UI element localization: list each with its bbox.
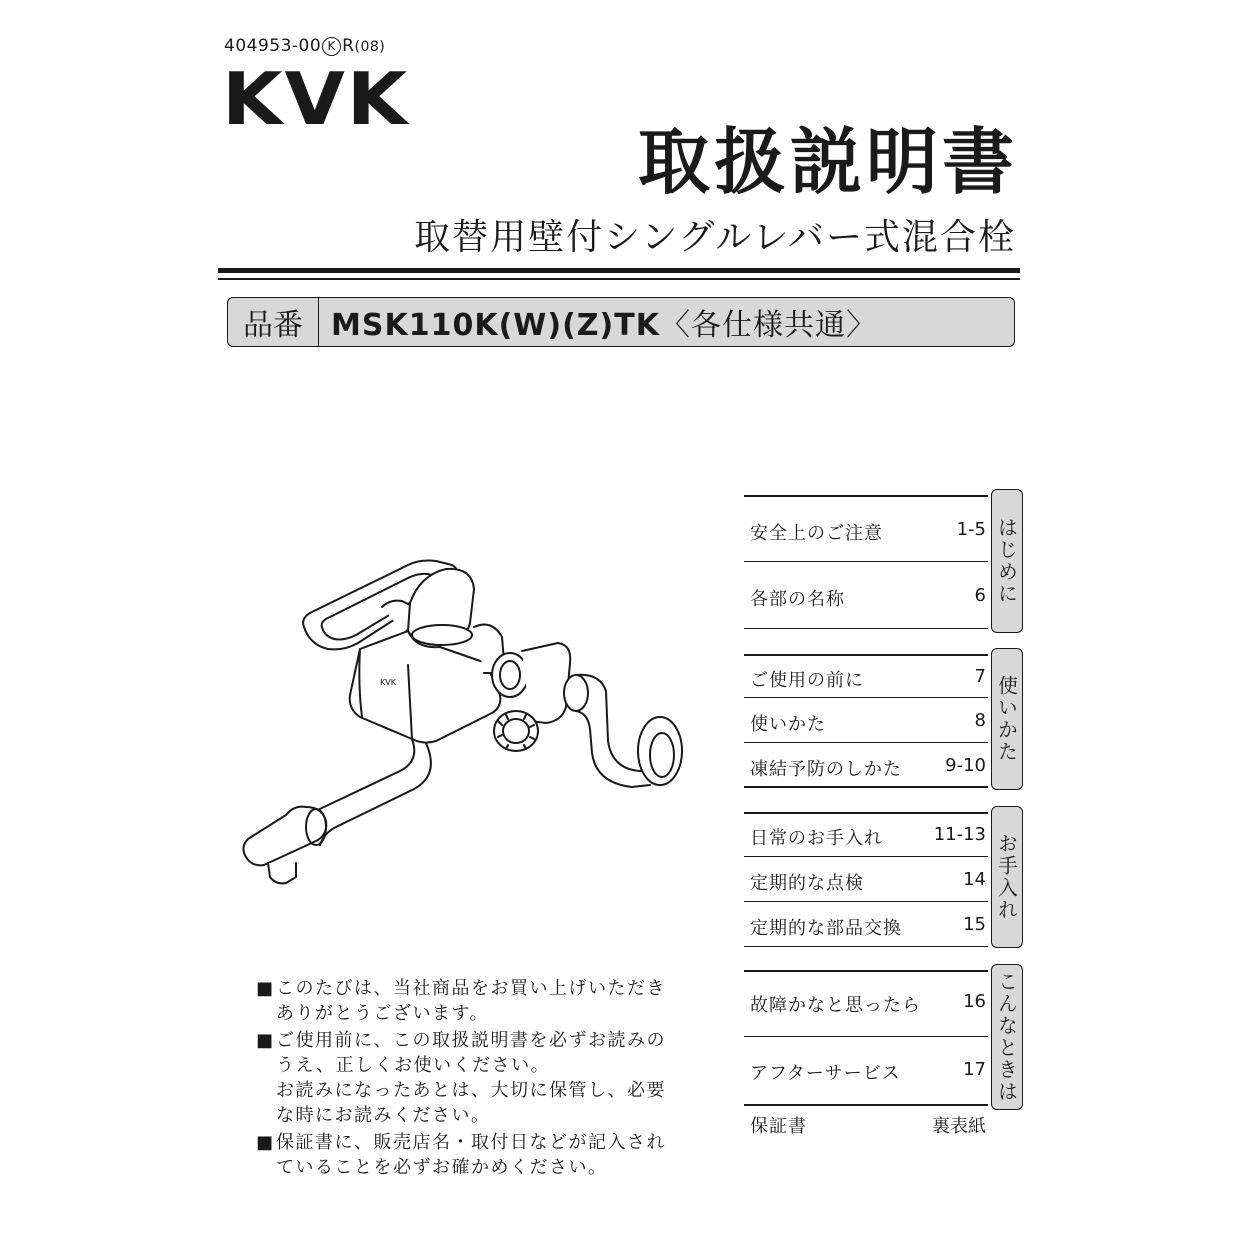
model-spec: 〈各仕様共通〉	[659, 308, 877, 343]
toc-item-page: 14	[963, 869, 986, 890]
faucet-logo: KVK	[380, 678, 396, 687]
tab-label: 使いかた	[994, 675, 1019, 763]
note-bullet: ■	[256, 978, 275, 999]
toc-item-label: 各部の名称	[750, 589, 845, 610]
tab-introduction[interactable]	[991, 489, 1023, 633]
toc-item-page: 裏表紙	[932, 1116, 986, 1137]
note-item	[256, 1028, 676, 1128]
model-number-box	[227, 297, 1015, 347]
note-line: ご使用前に、この取扱説明書を必ずお読みの	[276, 1030, 666, 1051]
header-rule-thin	[218, 278, 1020, 280]
toc-item[interactable]	[744, 495, 988, 562]
document-code	[224, 36, 385, 56]
toc-group-maintenance	[744, 812, 1024, 946]
toc-item-label: アフターサービス	[750, 1063, 901, 1084]
toc-item-label: 定期的な点検	[750, 873, 864, 894]
toc-item-page: 15	[963, 914, 986, 935]
toc-item-label: 定期的な部品交換	[750, 918, 902, 939]
toc-item-label: 使いかた	[750, 714, 826, 735]
model-number-label: 品番	[228, 298, 319, 346]
toc-item-label: ご使用の前に	[750, 670, 864, 691]
toc-item[interactable]	[744, 857, 988, 902]
toc-item-label: 日常のお手入れ	[750, 828, 883, 849]
note-line: 保証書に、販売店名・取付日などが記入され	[276, 1132, 666, 1153]
toc-item[interactable]	[744, 1037, 988, 1104]
note-bullet: ■	[256, 1030, 275, 1051]
note-line: な時にお読みください。	[276, 1105, 491, 1126]
note-item	[256, 1130, 676, 1180]
toc-group-introduction	[744, 495, 1024, 629]
note-line: このたびは、当社商品をお買い上げいただき	[276, 978, 666, 999]
note-line: お読みになったあとは、大切に保管し、必要	[276, 1080, 666, 1101]
note-line: うえ、正しくお使いください。	[276, 1055, 551, 1076]
toc-item-page: 1-5	[956, 519, 986, 540]
note-item	[256, 976, 676, 1026]
toc-item-page: 7	[974, 666, 986, 687]
toc-item-label: 安全上のご注意	[750, 523, 883, 544]
toc-item-warranty[interactable]	[744, 1104, 988, 1140]
toc-item-page: 9-10	[945, 755, 986, 776]
model-number-value	[319, 300, 877, 344]
page-subtitle: 取替用壁付シングルレバー式混合栓	[414, 217, 1016, 258]
header-rule-thick	[218, 268, 1020, 273]
document-code-mark: K	[322, 37, 341, 56]
document-code-revision: (08)	[354, 39, 386, 55]
toc-item-page: 17	[963, 1059, 986, 1080]
toc-item-page: 11-13	[933, 824, 986, 845]
tab-label: お手入れ	[994, 833, 1019, 921]
toc-item-label: 保証書	[750, 1116, 807, 1137]
toc-item[interactable]	[744, 970, 988, 1037]
document-code-suffix: R	[342, 36, 355, 56]
tab-troubleshooting[interactable]	[991, 964, 1023, 1110]
document-code-number: 404953-00	[224, 36, 322, 56]
note-bullet: ■	[256, 1132, 275, 1153]
tab-usage[interactable]	[991, 648, 1023, 790]
toc-item[interactable]	[744, 562, 988, 629]
faucet-illustration	[240, 545, 690, 890]
toc-group-troubleshooting	[744, 970, 1024, 1104]
toc-item-page: 16	[963, 991, 986, 1012]
model-number: MSK110K(W)(Z)TK	[331, 308, 660, 343]
toc-group-usage	[744, 654, 1024, 788]
page-title: 取扱説明書	[637, 120, 1018, 204]
toc-item-page: 8	[974, 710, 986, 731]
toc-item[interactable]	[744, 902, 988, 947]
toc-item[interactable]	[744, 654, 988, 698]
notes-list	[256, 976, 676, 1182]
toc-item-label: 凍結予防のしかた	[750, 759, 902, 780]
toc-item[interactable]	[744, 698, 988, 743]
toc-item-page: 6	[974, 585, 986, 606]
tab-maintenance[interactable]	[991, 806, 1023, 948]
tab-label: こんなときは	[994, 971, 1019, 1103]
toc-item[interactable]	[744, 812, 988, 857]
toc-item[interactable]	[744, 743, 988, 788]
brand-logo: KVK	[222, 58, 410, 142]
tab-label: はじめに	[994, 517, 1019, 605]
toc-item-label: 故障かなと思ったら	[750, 995, 921, 1016]
note-line: ありがとうございます。	[276, 1003, 490, 1024]
note-line: ていることを必ずお確かめください。	[276, 1157, 608, 1178]
